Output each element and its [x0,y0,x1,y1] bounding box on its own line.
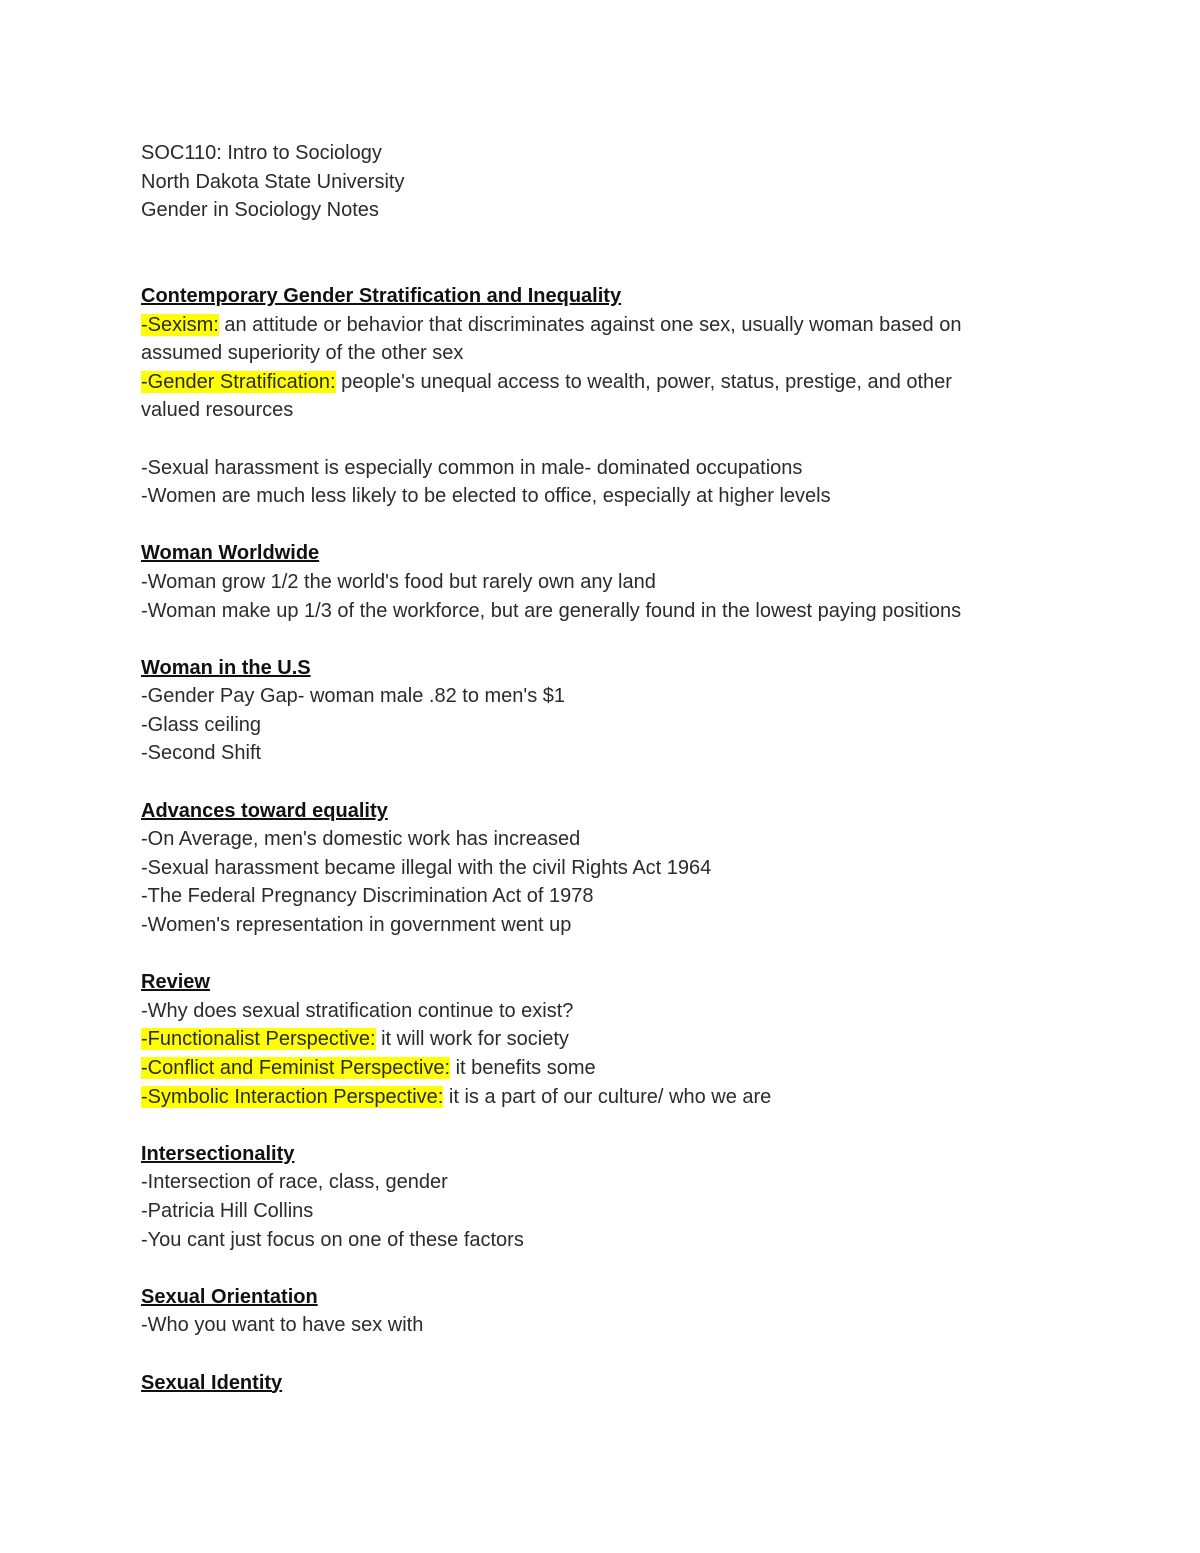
term-highlight: -Conflict and Feminist Perspective: [141,1057,451,1079]
definition-text: people's unequal access to wealth, power, status, prestige, and other [335,370,952,393]
note-line: -Sexual harassment became illegal with the civil Rights Act 1964 [141,856,712,879]
term-highlight: -Functionalist Perspective: [141,1028,376,1051]
definition-text: it will work for society [375,1028,569,1051]
definition-continuation: assumed superiority of the other sex [141,342,464,365]
section-heading: Sexual Identity [141,1371,283,1394]
note-line: -Women's representation in government went up [141,914,572,937]
perspective-line [141,1025,1061,1054]
note-line: -Sexual harassment is especially common in male- dominated occupations [141,456,803,479]
definition-continuation: valued resources [141,399,294,422]
note-line: -On Average, men's domestic work has increased [141,828,581,851]
section-heading: Advances toward equality [141,799,388,822]
document-page [141,139,1061,1397]
note-line: -Patricia Hill Collins [141,1199,314,1222]
note-line: -The Federal Pregnancy Discrimination Act of 1978 [141,885,594,908]
note-line: -Glass ceiling [141,713,262,736]
term-highlight: -Sexism: [141,313,219,336]
note-line: -Intersection of race, class, gender [141,1171,448,1194]
notes-title: Gender in Sociology Notes [141,199,379,222]
university-name: North Dakota State University [141,170,405,193]
course-title: SOC110: Intro to Sociology [141,142,382,164]
section-heading: Woman Worldwide [141,542,320,565]
definition-gender-stratification [141,368,1061,397]
definition-text: it benefits some [450,1057,596,1079]
definition-sexism [141,311,1061,340]
note-line: -Why does sexual stratification continue to exist? [141,999,574,1022]
section-heading: Woman in the U.S [141,656,311,679]
note-line: -Women are much less likely to be elected to office, especially at higher levels [141,485,831,508]
section-heading: Contemporary Gender Stratification and Inequality [141,284,622,307]
term-highlight: -Symbolic Interaction Perspective: [141,1085,444,1108]
perspective-line [141,1054,1061,1083]
note-line: -Gender Pay Gap- woman male .82 to men's $1 [141,685,566,708]
section-heading: Sexual Orientation [141,1285,318,1308]
note-line: -Who you want to have sex with [141,1314,424,1337]
section-heading: Intersectionality [141,1142,295,1165]
definition-text: it is a part of our culture/ who we are [443,1085,772,1108]
note-line: -Second Shift [141,742,262,765]
definition-text: an attitude or behavior that discriminates against one sex, usually woman based on [218,313,962,336]
term-highlight: -Gender Stratification: [141,370,336,393]
note-line: -Woman make up 1/3 of the workforce, but are generally found in the lowest paying positions [141,599,962,622]
perspective-line [141,1083,1061,1112]
section-heading: Review [141,971,210,994]
note-line: -You cant just focus on one of these factors [141,1228,524,1251]
note-line: -Woman grow 1/2 the world's food but rarely own any land [141,570,656,593]
